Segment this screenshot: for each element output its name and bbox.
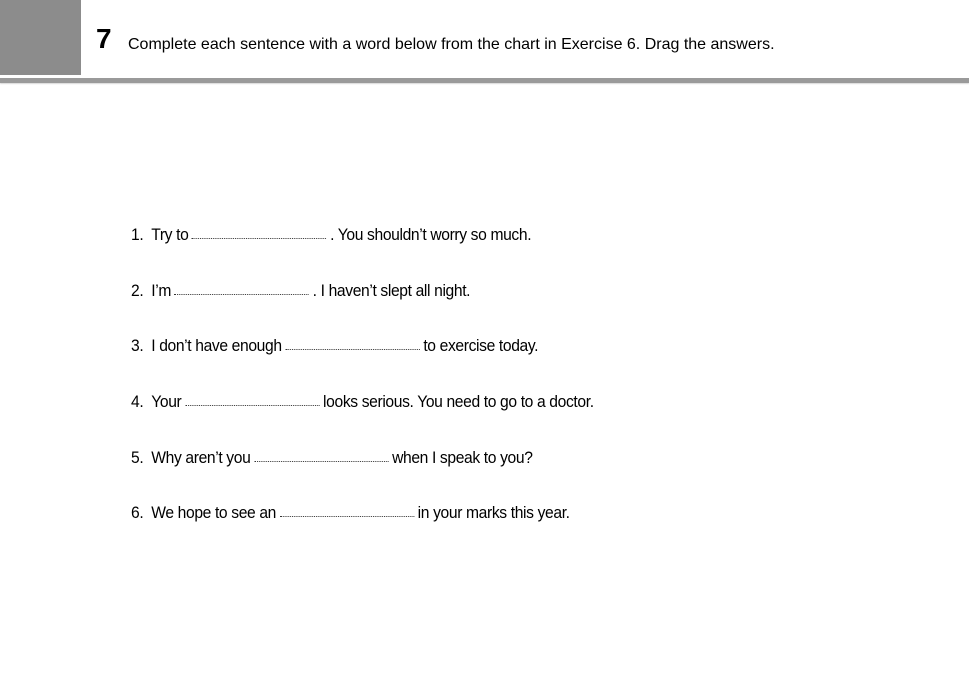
- header-accent-block: [0, 0, 81, 75]
- sentence-text-before: I don’t have enough: [151, 336, 282, 355]
- sentence-text-after: when I speak to you?: [392, 448, 533, 467]
- exercise-number: 7: [96, 23, 112, 54]
- sentence-number: 6.: [131, 503, 144, 522]
- answer-drop-zone-4[interactable]: [185, 393, 319, 406]
- sentence-text-before: Try to: [151, 225, 189, 244]
- answer-drop-zone-2[interactable]: [175, 282, 309, 295]
- answer-drop-zone-6[interactable]: [280, 504, 414, 517]
- sentence-2: [131, 280, 470, 302]
- sentence-list: [131, 0, 831, 691]
- sentence-number: 2.: [131, 281, 144, 300]
- sentence-1: [131, 224, 531, 246]
- sentence-text-before: Your: [151, 392, 182, 411]
- sentence-text-before: We hope to see an: [151, 503, 277, 522]
- sentence-text-after: to exercise today.: [423, 336, 539, 355]
- answer-drop-zone-1[interactable]: [192, 226, 326, 239]
- sentence-text-after: in your marks this year.: [417, 503, 570, 522]
- sentence-text-before: Why aren’t you: [151, 448, 251, 467]
- sentence-6: [131, 502, 570, 524]
- sentence-text-after: looks serious. You need to go to a doctor.: [323, 392, 594, 411]
- exercise-instruction: Complete each sentence with a word below from the chart in Exercise 6. Drag the answers.: [128, 36, 775, 53]
- sentence-text-before: I’m: [151, 281, 171, 300]
- sentence-4: [131, 391, 594, 413]
- answer-drop-zone-5[interactable]: [254, 449, 388, 462]
- answer-drop-zone-3[interactable]: [285, 337, 419, 350]
- sentence-3: [131, 335, 538, 357]
- sentence-text-after: . I haven’t slept all night.: [312, 281, 471, 300]
- sentence-number: 1.: [131, 225, 144, 244]
- sentence-number: 4.: [131, 392, 144, 411]
- sentence-5: [131, 447, 533, 469]
- sentence-number: 5.: [131, 448, 144, 467]
- sentence-text-after: . You shouldn’t worry so much.: [330, 225, 532, 244]
- sentence-number: 3.: [131, 336, 144, 355]
